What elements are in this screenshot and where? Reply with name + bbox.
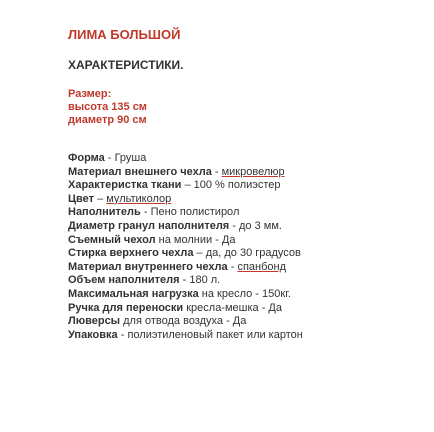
spec-key: Материал внешнего чехла [68, 165, 212, 178]
spec-row [68, 315, 303, 329]
spec-key: Объем наполнителя [68, 274, 180, 287]
spec-link-inner-material[interactable]: спанбонд [237, 260, 286, 273]
spec-value: полиэтиленовый пакет или картон [127, 328, 303, 341]
spec-key: Максимальная нагрузка [68, 287, 199, 300]
spec-key: Диаметр гранул наполнителя [68, 219, 230, 232]
size-label: Размер: [68, 88, 112, 100]
spec-row [68, 152, 303, 166]
spec-value: кресла-мешка - Да [186, 301, 283, 314]
spec-key: Люверсы [68, 315, 121, 328]
spec-sep: - [211, 165, 222, 178]
spec-key: Ручка для переноски [68, 301, 184, 314]
spec-row [68, 193, 303, 207]
spec-row [68, 288, 303, 302]
spec-value: до 3 мм. [239, 219, 282, 232]
spec-sep: - [229, 219, 240, 232]
spec-key: Материал внутреннего чехла [68, 260, 228, 273]
spec-row [68, 220, 303, 234]
spec-row [68, 179, 303, 193]
spec-value: для отвода воздуха - Да [123, 315, 247, 328]
spec-key: Наполнитель [68, 206, 141, 219]
spec-link-color[interactable]: мультиколор [106, 192, 172, 205]
size-height: высота 135 см [68, 101, 147, 113]
spec-key: Стирка верхнего чехла [68, 247, 194, 260]
spec-value: Пено полистирол [150, 206, 240, 219]
spec-key: Цвет [68, 192, 95, 205]
spec-value: да, до 30 градусов [205, 247, 301, 260]
spec-row [68, 329, 303, 343]
characteristics-heading: ХАРАКТЕРИСТИКИ. [68, 58, 184, 72]
spec-list [68, 152, 303, 342]
spec-sep: - [140, 206, 151, 219]
spec-value: Груша [114, 152, 147, 164]
spec-value: на кресло - 150кг. [201, 287, 291, 300]
spec-key: Съемный чехол [68, 233, 156, 246]
spec-key: Форма [68, 152, 105, 164]
spec-sep: - [117, 328, 128, 341]
spec-row [68, 166, 303, 180]
spec-sep: – [94, 192, 107, 205]
size-block [68, 88, 147, 127]
spec-link-material[interactable]: микровелюр [221, 165, 285, 178]
spec-row [68, 247, 303, 261]
spec-key: Характеристка ткани [68, 179, 182, 192]
spec-row [68, 302, 303, 316]
spec-row [68, 206, 303, 220]
spec-sep: - [179, 274, 190, 287]
spec-sep: - [104, 152, 115, 164]
spec-value: на молнии - Да [158, 233, 236, 246]
spec-sep: - [227, 260, 238, 273]
spec-row [68, 274, 303, 288]
spec-value: 180 л. [189, 274, 221, 287]
size-diameter: диаметр 90 см [68, 114, 147, 126]
spec-sep: – [193, 247, 206, 260]
spec-row [68, 261, 303, 275]
product-title: ЛИМА БОЛЬШОЙ [68, 27, 181, 42]
spec-row [68, 234, 303, 248]
spec-value: 100 % полиэстер [193, 179, 281, 192]
spec-key: Упаковка [68, 328, 118, 341]
spec-sep: – [181, 179, 194, 192]
